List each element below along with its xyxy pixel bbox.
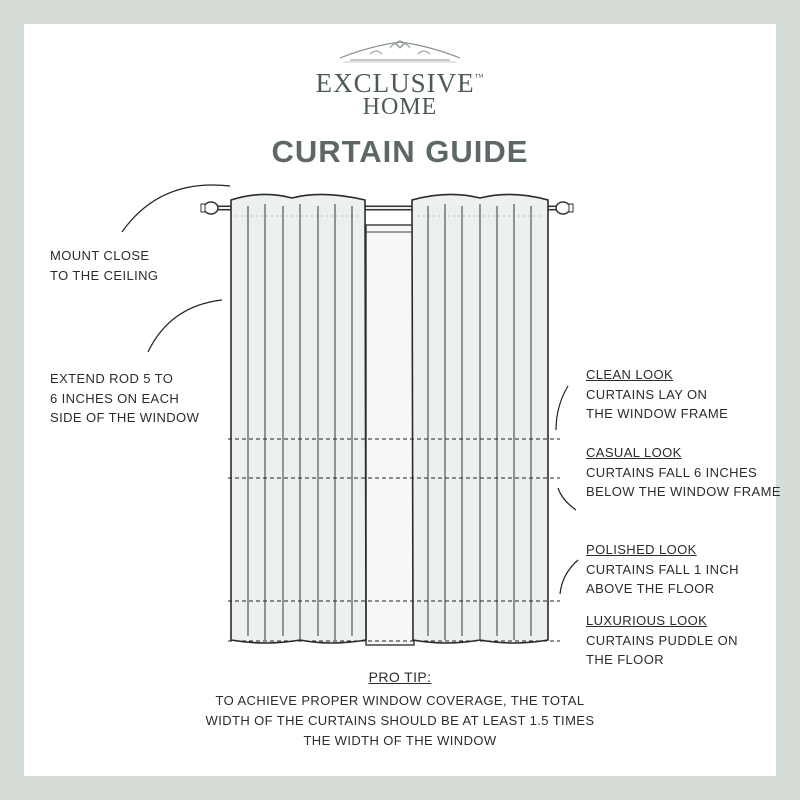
window-frame (366, 225, 414, 645)
brand-name: EXCLUSIVE™ (315, 68, 485, 98)
look-clean: CLEAN LOOK CURTAINS LAY ON THE WINDOW FRAME (586, 367, 729, 421)
look-casual-heading: CASUAL LOOK (586, 445, 682, 460)
brand-subname: HOME (362, 94, 438, 120)
page-title: CURTAIN GUIDE (271, 134, 529, 169)
note-extend-rod: EXTEND ROD 5 TO 6 INCHES ON EACH SIDE OF THE WINDOW (50, 371, 200, 425)
note-mount-close: MOUNT CLOSE TO THE CEILING (50, 248, 159, 283)
look-luxurious-heading: LUXURIOUS LOOK (586, 613, 708, 628)
right-curtain-panel (412, 194, 548, 643)
look-polished: POLISHED LOOK CURTAINS FALL 1 INCH ABOVE THE FLOOR (586, 542, 739, 596)
left-curtain-panel (231, 194, 366, 643)
look-luxurious: LUXURIOUS LOOK CURTAINS PUDDLE ON THE FLOOR (586, 613, 738, 667)
pro-tip-body: TO ACHIEVE PROPER WINDOW COVERAGE, THE TOTAL WIDTH OF THE CURTAINS SHOULD BE AT LEAST 1.5 TIMES THE WIDTH OF THE WINDOW (205, 693, 595, 748)
look-casual: CASUAL LOOK CURTAINS FALL 6 INCHES BELOW THE WINDOW FRAME (586, 445, 781, 499)
look-polished-heading: POLISHED LOOK (586, 542, 697, 557)
pro-tip-title: PRO TIP: (368, 669, 432, 685)
look-clean-heading: CLEAN LOOK (586, 367, 674, 382)
